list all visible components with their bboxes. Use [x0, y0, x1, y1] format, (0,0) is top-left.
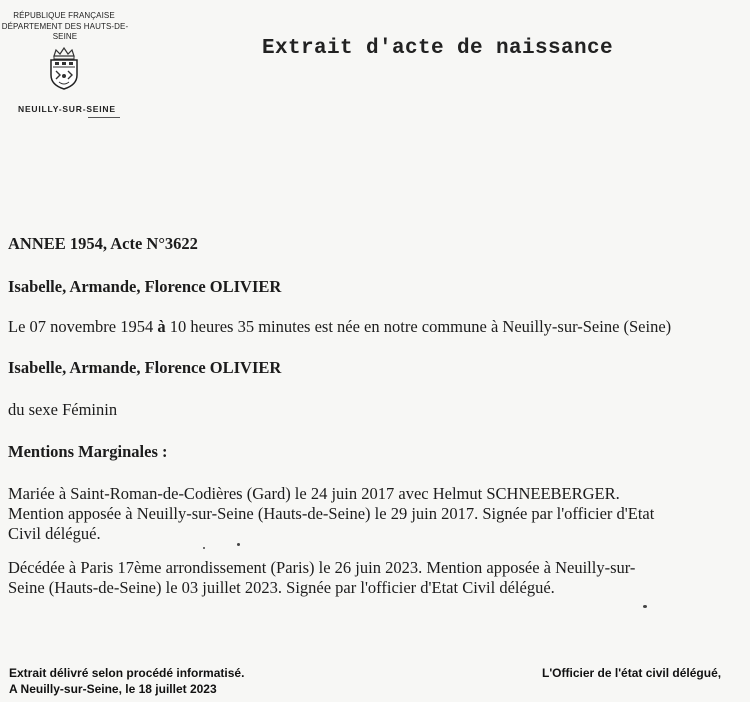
birth-at: à	[157, 317, 166, 336]
scan-speck	[203, 547, 205, 549]
death-mention	[8, 558, 635, 598]
mentions-heading: Mentions Marginales :	[8, 442, 168, 461]
sex-statement: du sexe Féminin	[8, 400, 118, 419]
death-line: Seine (Hauts-de-Seine) le 03 juillet 2023. Signée par l'officier d'Etat Civil délégué.	[8, 578, 555, 597]
town-underline	[88, 117, 120, 118]
town-label: NEUILLY-SUR-SEINE	[18, 104, 116, 114]
coat-of-arms-icon	[47, 47, 81, 91]
year-act-number: ANNEE 1954, Acte N°3622	[8, 234, 198, 253]
marriage-line: Mariée à Saint-Roman-de-Codières (Gard) le 24 juin 2017 avec Helmut SCHNEEBERGER.	[8, 484, 620, 503]
document-title: Extrait d'acte de naissance	[262, 37, 614, 60]
issuance-place-date: A Neuilly-sur-Seine, le 18 juillet 2023	[9, 682, 217, 696]
department-label: DÉPARTEMENT DES HAUTS-DE-SEINE	[1, 22, 129, 41]
birth-details: 10 heures 35 minutes est née en notre commune à Neuilly-sur-Seine (Seine)	[169, 317, 672, 336]
scan-speck	[643, 605, 647, 608]
death-line: Décédée à Paris 17ème arrondissement (Paris) le 26 juin 2023. Mention apposée à Neuilly-sur-	[8, 558, 636, 577]
marriage-line: Mention apposée à Neuilly-sur-Seine (Hauts-de-Seine) le 29 juin 2017. Signée par l'officier d'Etat	[8, 504, 655, 523]
birth-statement	[8, 317, 671, 337]
marriage-line: Civil délégué.	[8, 524, 101, 543]
officer-signature-label: L'Officier de l'état civil délégué,	[542, 666, 722, 680]
scan-speck	[237, 543, 240, 546]
issuance-note	[9, 665, 244, 697]
birth-date: Le 07 novembre 1954	[8, 317, 154, 336]
child-name-heading: Isabelle, Armande, Florence OLIVIER	[8, 277, 282, 296]
republic-label: RÉPUBLIQUE FRANÇAISE	[13, 11, 115, 20]
child-name: Isabelle, Armande, Florence OLIVIER	[8, 358, 282, 377]
issuance-line: Extrait délivré selon procédé informatisé.	[9, 666, 245, 680]
marriage-mention	[8, 484, 654, 544]
